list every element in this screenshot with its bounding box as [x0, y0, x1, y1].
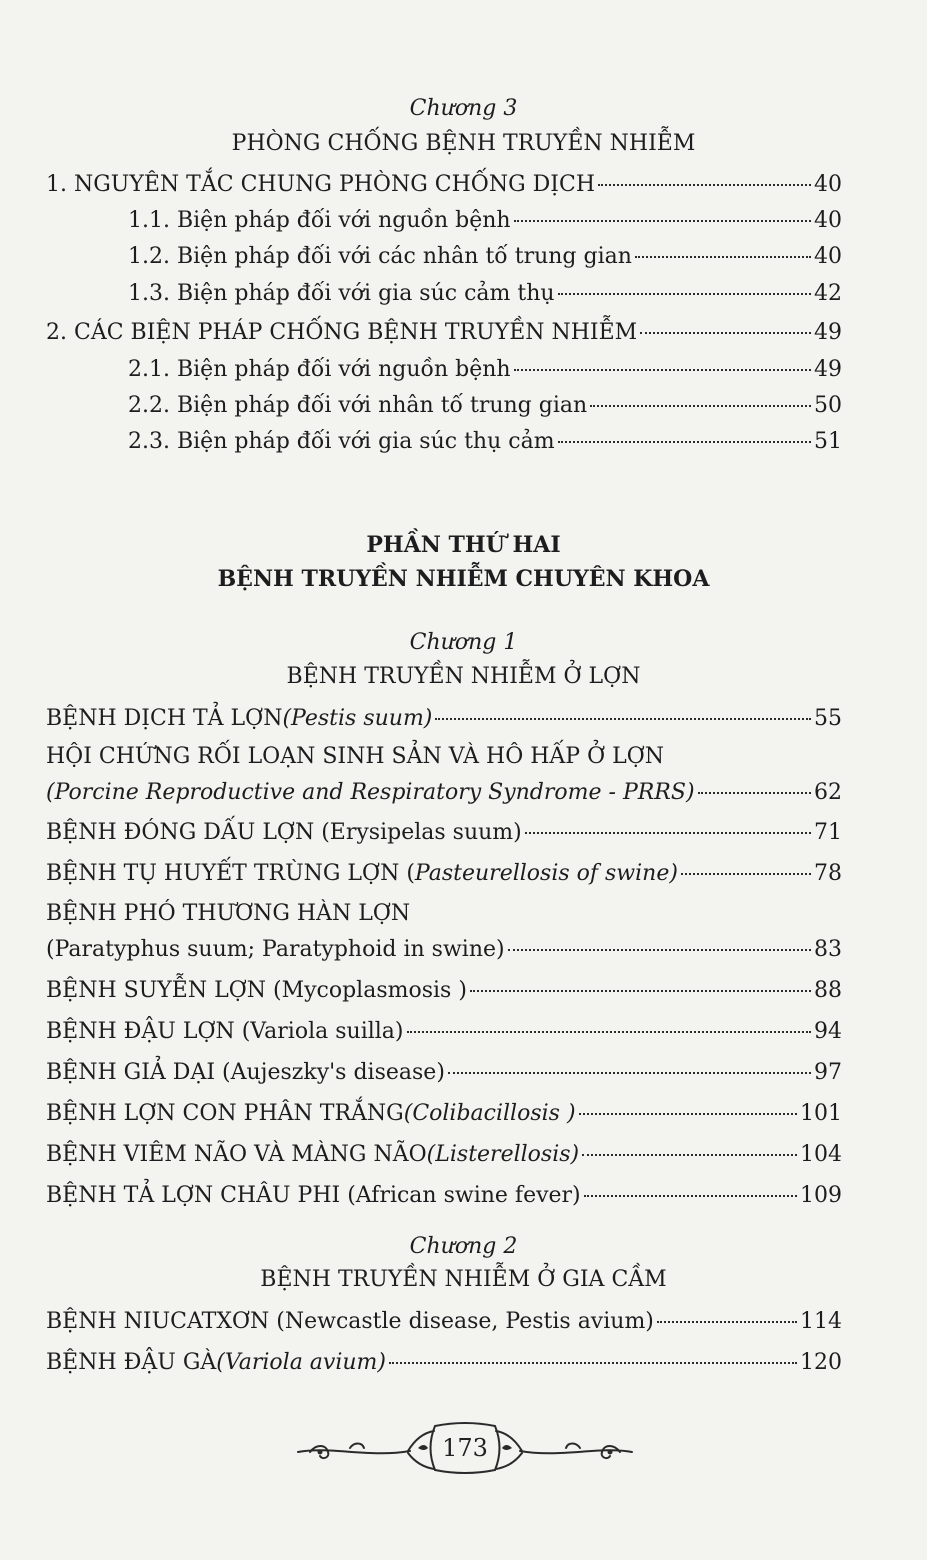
page-number: 173: [442, 1434, 488, 1462]
toc-entry[interactable]: BỆNH SUYỄN LỢN (Mycoplasmosis ) 88: [46, 976, 842, 1006]
toc-entry[interactable]: BỆNH DỊCH TẢ LỢN (Pestis suum) 55: [46, 704, 842, 734]
chapter1-title: BỆNH TRUYỀN NHIỄM Ở LỢN: [286, 664, 641, 689]
chapter2-title: BỆNH TRUYỀN NHIỄM Ở GIA CẦM: [260, 1267, 667, 1292]
toc-entry[interactable]: BỆNH PHÓ THƯƠNG HÀN LỢN: [46, 901, 411, 926]
toc-entry[interactable]: 2.3. Biện pháp đối với gia súc thụ cảm 51: [128, 427, 842, 457]
page-ref: 42: [814, 281, 842, 306]
page-ref: 88: [814, 978, 842, 1003]
page-ref: 109: [800, 1183, 842, 1208]
toc-entry-continued[interactable]: (Porcine Reproductive and Respiratory Syndrome - PRRS) 62: [46, 778, 842, 808]
toc-entry[interactable]: HỘI CHỨNG RỐI LOẠN SINH SẢN VÀ HÔ HẤP Ở LỢN: [46, 744, 665, 769]
page-ref: 62: [814, 780, 842, 805]
toc-entry[interactable]: BỆNH GIẢ DẠI (Aujeszky's disease) 97: [46, 1058, 842, 1088]
toc-entry[interactable]: 1.1. Biện pháp đối với nguồn bệnh 40: [128, 206, 842, 236]
part-heading: PHẦN THỨ HAI: [366, 532, 561, 558]
page-ref: 40: [814, 208, 842, 233]
page-ref: 78: [814, 861, 842, 886]
toc-entry[interactable]: BỆNH NIUCATXƠN (Newcastle disease, Pestis avium) 114: [46, 1307, 842, 1337]
page-ref: 50: [814, 393, 842, 418]
part-title: BỆNH TRUYỀN NHIỄM CHUYÊN KHOA: [217, 566, 710, 592]
toc-entry[interactable]: 2. CÁC BIỆN PHÁP CHỐNG BỆNH TRUYỀN NHIỄM 49: [46, 318, 842, 348]
toc-entry[interactable]: 1.2. Biện pháp đối với các nhân tố trung gian 40: [128, 242, 842, 272]
toc-entry[interactable]: BỆNH ĐẬU GÀ (Variola avium) 120: [46, 1348, 842, 1378]
page-ref: 40: [814, 244, 842, 269]
page-ref: 120: [800, 1350, 842, 1375]
page-ref: 49: [814, 320, 842, 345]
page-ref: 97: [814, 1060, 842, 1085]
toc-entry-continued[interactable]: (Paratyphus suum; Paratyphoid in swine) 83: [46, 935, 842, 965]
page-ref: 83: [814, 937, 842, 962]
page-ref: 104: [800, 1142, 842, 1167]
chapter1-label: Chương 1: [409, 630, 518, 655]
chapter2-label: Chương 2: [409, 1234, 518, 1259]
toc-entry[interactable]: 1. NGUYÊN TẮC CHUNG PHÒNG CHỐNG DỊCH 40: [46, 170, 842, 200]
toc-entry[interactable]: 2.2. Biện pháp đối với nhân tố trung gian 50: [128, 391, 842, 421]
page-ref: 51: [814, 429, 842, 454]
toc-entry[interactable]: BỆNH LỢN CON PHÂN TRẮNG (Colibacillosis ) 101: [46, 1099, 842, 1129]
page-ref: 71: [814, 820, 842, 845]
toc-entry[interactable]: 1.3. Biện pháp đối với gia súc cảm thụ 42: [128, 279, 842, 309]
toc-entry[interactable]: BỆNH TẢ LỢN CHÂU PHI (African swine fever) 109: [46, 1181, 842, 1211]
page-ref: 94: [814, 1019, 842, 1044]
toc-entry[interactable]: BỆNH ĐÓNG DẤU LỢN (Erysipelas suum) 71: [46, 818, 842, 848]
toc-entry[interactable]: BỆNH TỤ HUYẾT TRÙNG LỢN ( Pasteurellosis of swine) 78: [46, 859, 842, 889]
page-ref: 114: [800, 1309, 842, 1334]
toc-entry[interactable]: BỆNH ĐẬU LỢN (Variola suilla) 94: [46, 1017, 842, 1047]
page-ref: 55: [814, 706, 842, 731]
chapter3-title: PHÒNG CHỐNG BỆNH TRUYỀN NHIỄM: [231, 131, 696, 156]
chapter3-label: Chương 3: [409, 96, 518, 121]
page-ref: 40: [814, 172, 842, 197]
toc-entry[interactable]: 2.1. Biện pháp đối với nguồn bệnh 49: [128, 355, 842, 385]
page-ref: 49: [814, 357, 842, 382]
page-ref: 101: [800, 1101, 842, 1126]
page-footer-ornament: [290, 1418, 640, 1478]
toc-entry[interactable]: BỆNH VIÊM NÃO VÀ MÀNG NÃO (Listerellosis) 104: [46, 1140, 842, 1170]
